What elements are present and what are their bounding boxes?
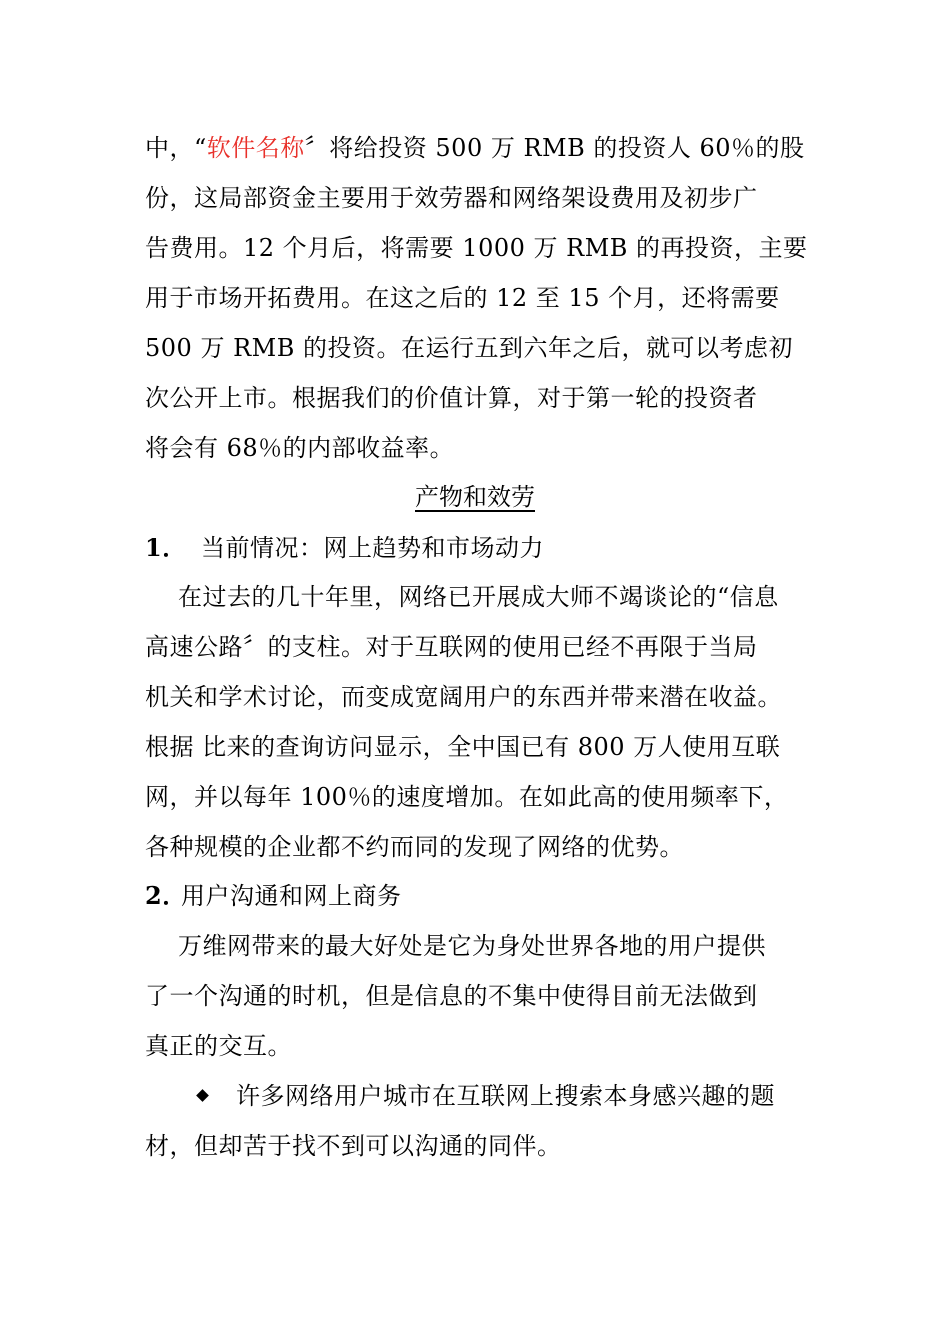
paragraph-line: 用于市场开拓费用。在这之后的 12 至 15 个月，还将需要 [145,284,780,312]
paragraph-line: 高速公路〞的支柱。对于互联网的使用已经不再限于当局 [145,633,758,661]
paragraph-line: 根据 比来的查询访问显示，全中国已有 800 万人使用互联 [145,733,781,761]
item-title: 用户沟通和网上商务 [181,882,402,910]
bullet-text-line: 许多网络用户城市在互联网上搜索本身感兴趣的题 [236,1082,775,1110]
quote-mark: “ [194,134,207,162]
paragraph-line: 告费用。12 个月后，将需要 1000 万 RMB 的再投资，主要 [145,234,808,262]
paragraph-line: 各种规模的企业都不约而同的发现了网络的优势。 [145,833,684,861]
section-title-text: 产物和效劳 [415,483,535,511]
paragraph-line: 500 万 RMB 的投资。在运行五到六年之后，就可以考虑初 [145,334,793,362]
paragraph-line: 将会有 68％的内部收益率。 [145,434,455,462]
paragraph-line: 万维网带来的最大好处是它为身处世界各地的用户提供 [178,932,766,960]
paragraph-line: 网，并以每年 100％的速度增加。在如此高的使用频率下， [145,783,789,811]
list-item-heading [145,880,402,912]
text-fragment: 中， [145,134,194,162]
paragraph-line: 机关和学术讨论，而变成宽阔用户的东西并带来潜在收益。 [145,683,782,711]
text-fragment: 〞将给投资 500 万 RMB 的投资人 60％的股 [304,134,805,162]
paragraph-line: 在过去的几十年里，网络已开展成大师不竭谈论的“信息 [178,583,779,611]
diamond-bullet-icon [196,1089,209,1102]
item-number: 1． [145,533,187,562]
bullet-text-line: 材，但却苦于找不到可以沟通的同伴。 [145,1132,562,1160]
product-name-placeholder: 软件名称 [206,134,305,162]
paragraph-line: 份，这局部资金主要用于效劳器和网络架设费用及初步广 [145,184,758,212]
paragraph-line: 真正的交互。 [145,1032,292,1060]
section-title [0,481,950,513]
list-item-heading [145,532,544,564]
paragraph-line: 了一个沟通的时机，但是信息的不集中使得目前无法做到 [145,982,758,1010]
paragraph-line: 次公开上市。根据我们的价值计算，对于第一轮的投资者 [145,384,758,412]
item-title: 当前情况：网上趋势和市场动力 [201,534,544,562]
item-number: 2． [145,881,187,910]
paragraph-line [145,132,805,164]
